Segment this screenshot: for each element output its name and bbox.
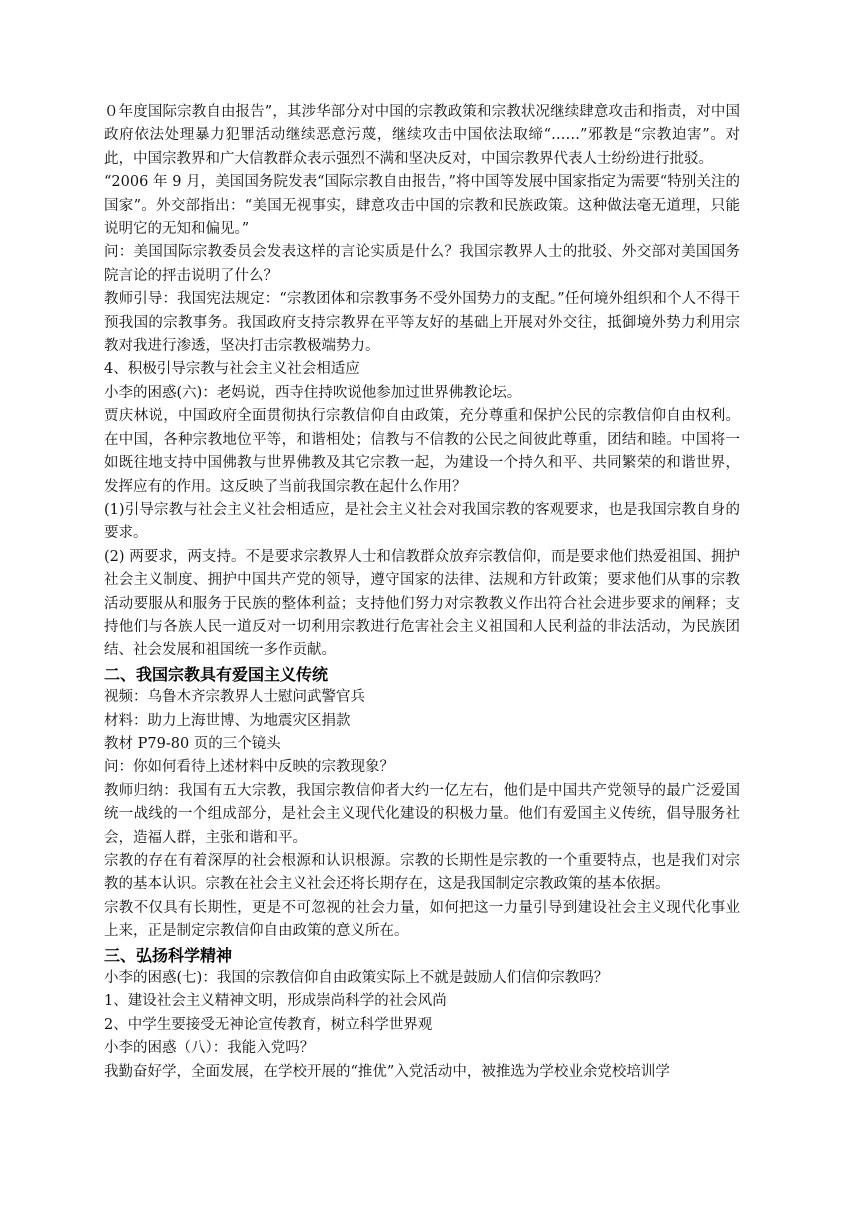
paragraph: 我勤奋好学，全面发展，在学校开展的“推优”入党活动中，被推选为学校业余党校培训学 bbox=[104, 1063, 670, 1080]
list-item: 1、建设社会主义精神文明，形成崇尚科学的社会风尚 bbox=[104, 993, 447, 1010]
list-item: (2) 两要求，两支持。不是要求宗教界人士和信教群众放弃宗教信仰，而是要求他们热爱祖国、拥护社会主义制度、拥护中国共产党的领导，遵守国家的法律、法规和方针政策；要求他们从事的宗教活动要服从和服务于民族的整体利益；支持他们努力对宗教教义作出符合社会进步要求的阐释；支持他们与各族人民一道反对一切利用宗教进行危害社会主义祖国和人民利益的非法活动，为民族团结、社会发展和祖国统一多作贡献。 bbox=[104, 548, 740, 659]
paragraph: 小李的困惑(七)：我国的宗教信仰自由政策实际上不就是鼓励人们信仰宗教吗？ bbox=[104, 970, 609, 987]
question-paragraph: 问：美国国际宗教委员会发表这样的言论实质是什么？我国宗教界人士的批驳、外交部对美国国务院言论的抨击说明了什么？ bbox=[104, 244, 740, 284]
paragraph: “2006 年 9 月，美国国务院发表“国际宗教自由报告，”将中国等发展中国家指定为需要“特别关注的国家”。外交部指出：“美国无视事实，肆意攻击中国的宗教和民族政策。这种做法毫无道理，只能说明它的无知和偏见。” bbox=[104, 174, 740, 238]
list-item: (1)引导宗教与社会主义社会相适应，是社会主义社会对我国宗教的客观要求，也是我国宗教自身的要求。 bbox=[104, 501, 740, 542]
paragraph: 材料：助力上海世博、为地震灾区捐款 bbox=[104, 712, 351, 729]
paragraph: 小李的困惑(六)：老妈说，西寺住持吹说他参加过世界佛教论坛。 bbox=[104, 384, 522, 401]
paragraph: 视频：乌鲁木齐宗教界人士慰问武警官兵 bbox=[104, 689, 365, 706]
paragraph: 宗教不仅具有长期性，更是不可忽视的社会力量，如何把这一力量引导到建设社会主义现代化事业上来，正是制定宗教信仰自由政策的意义所在。 bbox=[104, 899, 740, 940]
paragraph: 教材 P79-80 页的三个镜头 bbox=[104, 735, 281, 752]
document-page bbox=[104, 101, 740, 1084]
paragraph: 小李的困惑（八）：我能入党吗？ bbox=[104, 1040, 315, 1057]
section-heading: 二、我国宗教具有爱国主义传统 bbox=[104, 664, 329, 684]
question-paragraph: 问：你如何看待上述材料中反映的宗教现象？ bbox=[104, 759, 394, 776]
paragraph: 贾庆林说，中国政府全面贯彻执行宗教信仰自由政策，充分尊重和保护公民的宗教信仰自由权利。在中国，各种宗教地位平等，和谐相处；信教与不信教的公民之间彼此尊重，团结和睦。中国将一如既往地支持中国佛教与世界佛教及其它宗教一起，为建设一个持久和平、共同繁荣的和谐世界，发挥应有的作用。这反映了当前我国宗教在起什么作用？ bbox=[104, 408, 740, 495]
paragraph: 宗教的存在有着深厚的社会根源和认识根源。宗教的长期性是宗教的一个重要特点，也是我们对宗教的基本认识。宗教在社会主义社会还将长期存在，这是我国制定宗教政策的基本依据。 bbox=[104, 853, 740, 893]
section-heading: 三、弘扬科学精神 bbox=[104, 945, 233, 965]
subsection-heading: 4、积极引导宗教与社会主义社会相适应 bbox=[104, 361, 360, 378]
teacher-summary-paragraph: 教师归纳：我国有五大宗教，我国宗教信仰者大约一亿左右，他们是中国共产党领导的最广泛爱国统一战线的一个组成部分，是社会主义现代化建设的积极力量。他们有爱国主义传统，倡导服务社会，造福人群，主张和谐和平。 bbox=[104, 782, 740, 846]
teacher-guidance-paragraph: 教师引导：我国宪法规定：“宗教团体和宗教事务不受外国势力的支配。”任何境外组织和个人不得干预我国的宗教事务。我国政府支持宗教界在平等友好的基础上开展对外交往，抵御境外势力利用宗教对我进行渗透，坚决打击宗教极端势力。 bbox=[104, 291, 740, 355]
list-item: 2、中学生要接受无神论宣传教育，树立科学世界观 bbox=[104, 1016, 433, 1033]
paragraph: ０年度国际宗教自由报告”，其涉华部分对中国的宗教政策和宗教状况继续肆意攻击和指责，对中国政府依法处理暴力犯罪活动继续恶意污蔑，继续攻击中国依法取缔“……”邪教是“宗教迫害”。对此，中国宗教界和广大信教群众表示强烈不满和坚决反对，中国宗教界代表人士纷纷进行批驳。 bbox=[104, 104, 740, 167]
